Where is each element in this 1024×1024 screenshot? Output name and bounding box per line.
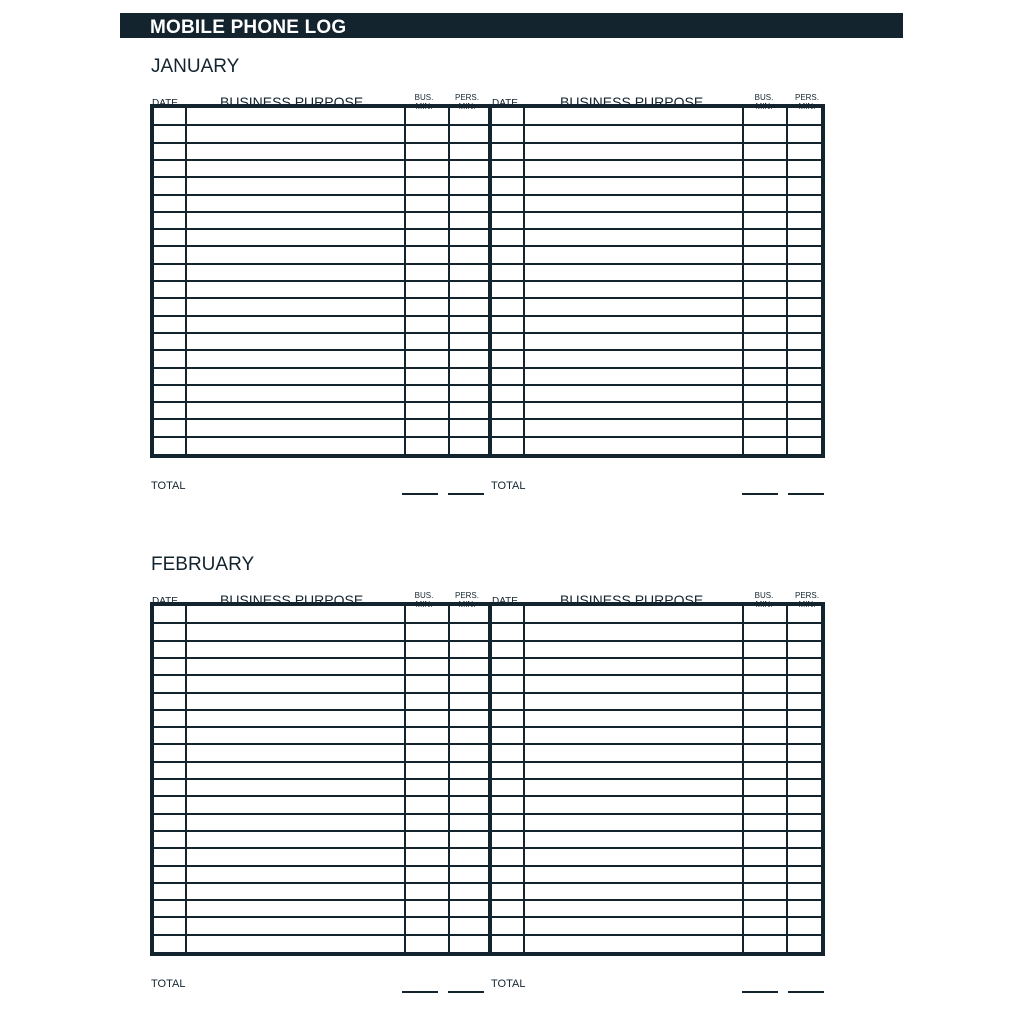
row-divider bbox=[154, 916, 821, 918]
column-header-pers-min-line: PERS. bbox=[454, 93, 479, 102]
column-header-bus-min-line: BUS. bbox=[414, 93, 434, 102]
log-table bbox=[150, 602, 825, 956]
column-header-business-purpose: BUSINESS PURPOSE bbox=[560, 592, 704, 608]
month-section bbox=[150, 554, 850, 990]
column-header-bus-min-line: BUS. bbox=[754, 591, 774, 600]
row-divider bbox=[154, 830, 821, 832]
row-divider bbox=[154, 726, 821, 728]
column-header-date: DATE bbox=[492, 596, 518, 607]
column-header-pers-min-line: MIN. bbox=[798, 102, 816, 111]
column-header-bus-min-line: MIN. bbox=[415, 600, 433, 609]
month-section bbox=[150, 56, 850, 492]
row-divider bbox=[154, 882, 821, 884]
row-divider bbox=[154, 124, 821, 126]
row-divider bbox=[154, 159, 821, 161]
row-divider bbox=[154, 640, 821, 642]
column-header-bus-min-line: BUS. bbox=[414, 591, 434, 600]
column-header-bus-min-line: MIN. bbox=[415, 102, 433, 111]
row-divider bbox=[154, 795, 821, 797]
row-divider bbox=[154, 176, 821, 178]
row-divider bbox=[154, 263, 821, 265]
row-divider bbox=[154, 245, 821, 247]
row-divider bbox=[154, 674, 821, 676]
total-bus-min-line[interactable] bbox=[742, 991, 778, 993]
total-label: TOTAL bbox=[491, 480, 526, 492]
month-name: JANUARY bbox=[151, 56, 240, 77]
title-bar bbox=[120, 13, 903, 38]
total-label: TOTAL bbox=[151, 978, 186, 990]
row-divider bbox=[154, 847, 821, 849]
column-header-bus-min-line: MIN. bbox=[755, 102, 773, 111]
total-bus-min-line[interactable] bbox=[742, 493, 778, 495]
row-divider bbox=[154, 778, 821, 780]
row-divider bbox=[154, 418, 821, 420]
total-bus-min-line[interactable] bbox=[402, 493, 438, 495]
row-divider bbox=[154, 657, 821, 659]
row-divider bbox=[154, 384, 821, 386]
row-divider bbox=[154, 743, 821, 745]
total-pers-min-line[interactable] bbox=[788, 493, 824, 495]
total-label: TOTAL bbox=[151, 480, 186, 492]
log-table bbox=[150, 104, 825, 458]
total-label: TOTAL bbox=[491, 978, 526, 990]
row-divider bbox=[154, 194, 821, 196]
column-header-pers-min-line: PERS. bbox=[794, 591, 819, 600]
row-divider bbox=[154, 865, 821, 867]
total-pers-min-line[interactable] bbox=[448, 991, 484, 993]
row-divider bbox=[154, 349, 821, 351]
column-header-bus-min-line: BUS. bbox=[754, 93, 774, 102]
page-title: MOBILE PHONE LOG bbox=[150, 17, 347, 38]
row-divider bbox=[154, 934, 821, 936]
column-header-date: DATE bbox=[152, 98, 178, 109]
row-divider bbox=[154, 761, 821, 763]
column-header-pers-min-line: PERS. bbox=[454, 591, 479, 600]
column-header-date: DATE bbox=[152, 596, 178, 607]
month-name: FEBRUARY bbox=[151, 554, 255, 575]
row-divider bbox=[154, 622, 821, 624]
row-divider bbox=[154, 228, 821, 230]
total-bus-min-line[interactable] bbox=[402, 991, 438, 993]
total-pers-min-line[interactable] bbox=[788, 991, 824, 993]
row-divider bbox=[154, 280, 821, 282]
row-divider bbox=[154, 211, 821, 213]
row-divider bbox=[154, 899, 821, 901]
row-divider bbox=[154, 692, 821, 694]
column-header-business-purpose: BUSINESS PURPOSE bbox=[220, 592, 364, 608]
column-header-bus-min-line: MIN. bbox=[755, 600, 773, 609]
column-header-pers-min-line: MIN. bbox=[798, 600, 816, 609]
total-pers-min-line[interactable] bbox=[448, 493, 484, 495]
row-divider bbox=[154, 142, 821, 144]
row-divider bbox=[154, 436, 821, 438]
row-divider bbox=[154, 332, 821, 334]
column-header-business-purpose: BUSINESS PURPOSE bbox=[220, 94, 364, 110]
row-divider bbox=[154, 315, 821, 317]
column-header-business-purpose: BUSINESS PURPOSE bbox=[560, 94, 704, 110]
row-divider bbox=[154, 401, 821, 403]
column-header-pers-min-line: MIN. bbox=[458, 102, 476, 111]
column-header-pers-min-line: PERS. bbox=[794, 93, 819, 102]
column-header-date: DATE bbox=[492, 98, 518, 109]
row-divider bbox=[154, 813, 821, 815]
column-header-pers-min-line: MIN. bbox=[458, 600, 476, 609]
row-divider bbox=[154, 297, 821, 299]
row-divider bbox=[154, 367, 821, 369]
row-divider bbox=[154, 709, 821, 711]
